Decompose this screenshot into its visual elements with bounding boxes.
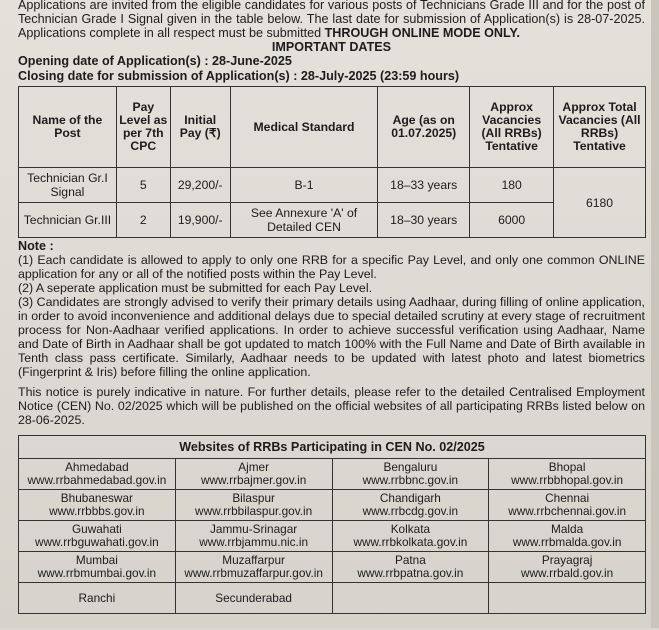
column-header: Approx Vacancies (All RRBs) Tentative [470, 87, 554, 168]
rrb-website-link[interactable]: www.rrbbbs.gov.in [49, 504, 145, 518]
website-cell [19, 490, 176, 521]
website-cell [19, 521, 176, 552]
rrb-city: Ahmedabad [65, 460, 129, 474]
page-edge [651, 0, 659, 628]
rrb-website-link[interactable]: www.rrbjammu.nic.in [199, 535, 309, 549]
rrb-city: Bilaspur [232, 491, 275, 505]
website-cell [175, 521, 332, 552]
website-row [19, 583, 646, 614]
rrb-website-link[interactable]: www.rrbahmedabad.gov.in [27, 473, 167, 487]
closing-date: Closing date for submission of Application(s) : 28-July-2025 (23:59 hours) [18, 69, 460, 83]
table-row [19, 168, 646, 203]
column-header: Pay Level as per 7th CPC [116, 87, 170, 168]
website-cell [489, 552, 646, 583]
note-item: (3) Candidates are strongly advised to verify their primary details using Aadhaar, during filling of online application, in order to avoid inconvenience and additional delays due to special detailed scrutiny at every stage of recruitment process for Non-Aadhaar verified applications. In order to achieve successful verification using Aadhaar, Name and Date of Birth in Aadhaar shall be got updated to match 100% with the Full Name and Date of Birth available in Tenth class pass certificate. Similarly, Aadhaar needs to be updated with latest photo and latest biometrics (Fingerprint & Iris) before filling the online application. [18, 295, 645, 379]
website-cell [175, 490, 332, 521]
website-row [19, 459, 646, 490]
websites-heading: Websites of RRBs Participating in CEN No. 02/2025 [19, 436, 646, 459]
column-header: Initial Pay (₹) [170, 87, 230, 168]
rrb-city: Ajmer [238, 460, 270, 474]
column-header: Name of the Post [19, 87, 117, 168]
note-item: (2) A seperate application must be submitted for each Pay Level. [18, 281, 373, 295]
website-cell [489, 459, 646, 490]
note-title: Note : [18, 239, 54, 253]
website-cell [489, 490, 646, 521]
rrb-website-link[interactable]: www.rrbajmer.gov.in [200, 473, 307, 487]
website-cell [175, 583, 332, 614]
posts-table [18, 86, 646, 238]
website-cell [332, 490, 489, 521]
medical-standard: B-1 [230, 168, 378, 203]
rrb-website-link[interactable]: www.rrbkolkata.gov.in [353, 535, 468, 549]
column-header: Approx Total Vacancies (All RRBs) Tentative [554, 87, 646, 168]
initial-pay: 29,200/- [170, 168, 230, 203]
total-vacancies: 6180 [554, 168, 646, 238]
rrb-website-link[interactable]: www.rrbmalda.gov.in [512, 535, 622, 549]
important-dates-heading: IMPORTANT DATES [271, 40, 392, 54]
rrb-website-link[interactable]: www.rrbbnc.gov.in [362, 473, 459, 487]
rrb-city: Muzaffarpur [222, 553, 285, 567]
post-name: Technician Gr.III [19, 203, 117, 238]
website-row [19, 521, 646, 552]
rrb-city: Bhopal [548, 460, 586, 474]
column-header: Medical Standard [230, 87, 378, 168]
website-cell [489, 583, 646, 614]
website-cell [332, 583, 489, 614]
age-limit: 18–30 years [378, 203, 470, 238]
rrb-city: Kolkata [390, 522, 431, 536]
notice-paragraph: This notice is purely indicative in nature. For further details, please refer to the detailed Centralised Employment Notice (CEN) No. 02/2025 which will be published on the official websites of all participating RRBs listed below on 28-06-2025. [18, 385, 645, 427]
vacancies: 6000 [470, 203, 554, 238]
age-limit: 18–33 years [378, 168, 470, 203]
rrb-city: Bengaluru [383, 460, 438, 474]
websites-body [19, 459, 646, 614]
table-row [19, 203, 646, 238]
rrb-city: Prayagraj [541, 553, 593, 567]
rrb-city: Patna [394, 553, 426, 567]
website-cell [175, 459, 332, 490]
pay-level: 5 [116, 168, 170, 203]
rrb-city: Guwahati [71, 522, 122, 536]
post-name: Technician Gr.I Signal [19, 168, 117, 203]
rrb-city: Chandigarh [379, 491, 441, 505]
rrb-city: Chennai [545, 491, 590, 505]
rrb-website-link[interactable]: www.rrbmuzaffarpur.gov.in [184, 566, 323, 580]
rrb-city: Ranchi [78, 590, 116, 605]
rrb-city: Malda [551, 522, 584, 536]
website-cell [175, 552, 332, 583]
intro-paragraph [18, 0, 645, 40]
website-cell [19, 583, 176, 614]
website-row [19, 490, 646, 521]
rrb-website-link[interactable]: www.rrbchennai.gov.in [508, 504, 627, 518]
website-cell [19, 459, 176, 490]
medical-standard: See Annexure 'A' of Detailed CEN [230, 203, 378, 238]
intro-text: Applications are invited from the eligible candidates for various posts of Technicians Grade III and for the post of Technician Grade I Signal given in the table below. The last date for submission of Application(s) is 28-07-2025. Applications complete in all respect must be submitted [18, 0, 645, 40]
rrb-city: Bhubaneswar [60, 491, 133, 505]
website-cell [332, 459, 489, 490]
website-cell [332, 552, 489, 583]
table-header-row [19, 87, 646, 168]
opening-date: Opening date of Application(s) : 28-June-2025 [18, 54, 292, 68]
online-mode-emphasis: THROUGH ONLINE MODE ONLY. [324, 26, 521, 40]
website-cell [332, 521, 489, 552]
rrb-city: Secunderabad [215, 590, 292, 605]
rrb-city: Mumbai [75, 553, 118, 567]
websites-table [18, 435, 646, 614]
column-header: Age (as on 01.07.2025) [378, 87, 470, 168]
rrb-website-link[interactable]: www.rrbcdg.gov.in [362, 504, 459, 518]
rrb-website-link[interactable]: www.rrbguwahati.gov.in [35, 535, 159, 549]
rrb-website-link[interactable]: www.rrbmumbai.gov.in [37, 566, 157, 580]
website-cell [19, 552, 176, 583]
website-row [19, 552, 646, 583]
rrb-website-link[interactable]: www.rrbbhopal.gov.in [511, 473, 624, 487]
note-item: (1) Each candidate is allowed to apply to only one RRB for a specific Pay Level, and only one common ONLINE application for any or all of the notified posts within the Pay Level. [18, 253, 645, 281]
initial-pay: 19,900/- [170, 203, 230, 238]
pay-level: 2 [116, 203, 170, 238]
vacancies: 180 [470, 168, 554, 203]
rrb-website-link[interactable]: www.rrbpatna.gov.in [357, 566, 464, 580]
rrb-website-link[interactable]: www.rrbald.gov.in [521, 566, 614, 580]
rrb-city: Jammu-Srinagar [210, 522, 298, 536]
rrb-website-link[interactable]: www.rrbbilaspur.gov.in [195, 504, 313, 518]
website-cell [489, 521, 646, 552]
